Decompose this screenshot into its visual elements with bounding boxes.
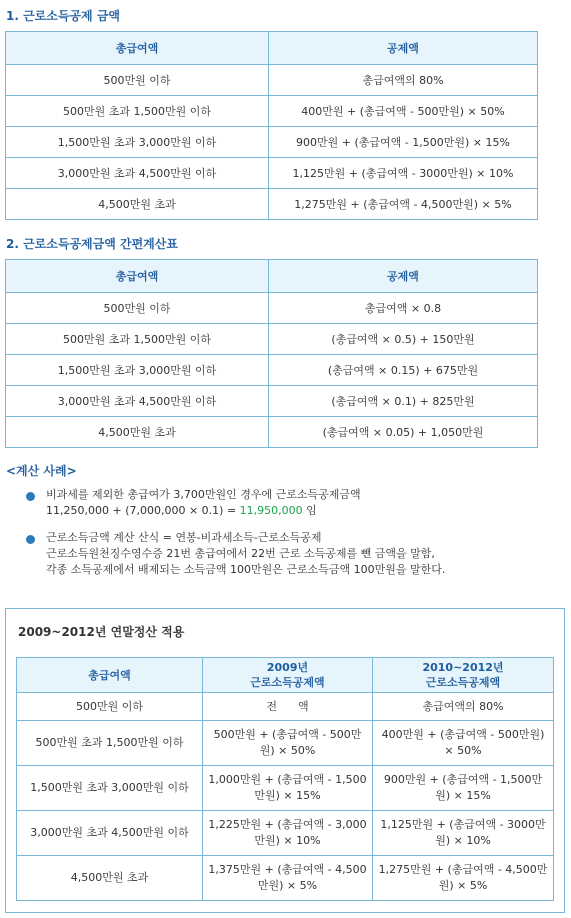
table-cell: (총급여액 × 0.15) + 675만원 [269, 355, 538, 386]
section2-title: 2. 근로소득공제금액 간편계산표 [6, 237, 178, 251]
table-row [6, 355, 538, 386]
table-cell: 1,275만원 + (총급여액 - 4,500만원) × 5% [269, 189, 538, 220]
column-header [203, 658, 373, 693]
table-cell: 900만원 + (총급여액 - 1,500만원) × 15% [373, 766, 554, 811]
table-row [6, 386, 538, 417]
table-cell: 3,000만원 초과 4,500만원 이하 [6, 386, 269, 417]
example-line: 비과세를 제외한 총급여가 3,700만원인 경우에 근로소득공제금액 [46, 488, 361, 501]
table-cell: 총급여액 × 0.8 [269, 293, 538, 324]
table-header-row [6, 260, 538, 293]
table-row [6, 324, 538, 355]
table-cell: 500만원 이하 [17, 693, 203, 721]
header-line: 근로소득공제액 [425, 676, 501, 689]
column-header: 공제액 [269, 260, 538, 293]
column-header: 총급여액 [17, 658, 203, 693]
table-cell: 1,000만원 + (총급여액 - 1,500만원) × 15% [203, 766, 373, 811]
table-cell: 4,500만원 초과 [6, 417, 269, 448]
table-cell: 1,125만원 + (총급여액 - 3000만원) × 10% [269, 158, 538, 189]
table-cell: 1,500만원 초과 3,000만원 이하 [17, 766, 203, 811]
comparison-table [16, 657, 554, 901]
table-cell: (총급여액 × 0.1) + 825만원 [269, 386, 538, 417]
table-cell: 3,000만원 초과 4,500만원 이하 [6, 158, 269, 189]
example-line: 각종 소득공제에서 배제되는 소득금액 100만원은 근로소득금액 100만원을 말한다. [46, 563, 446, 576]
table-cell: 1,225만원 + (총급여액 - 3,000만원) × 10% [203, 811, 373, 856]
table-row [6, 96, 538, 127]
table-cell: 총급여액의 80% [373, 693, 554, 721]
table-row [17, 721, 554, 766]
table-cell: 4,500만원 초과 [17, 856, 203, 901]
header-line: 2010~2012년 [422, 661, 504, 674]
example-item-1 [46, 487, 361, 519]
table-cell: 전 액 [203, 693, 373, 721]
table-row [6, 127, 538, 158]
table-row [6, 417, 538, 448]
table-cell: 500만원 이하 [6, 65, 269, 96]
table-cell: 3,000만원 초과 4,500만원 이하 [17, 811, 203, 856]
table-cell: (총급여액 × 0.05) + 1,050만원 [269, 417, 538, 448]
example-title: <계산 사례> [6, 464, 77, 478]
table-cell: 1,375만원 + (총급여액 - 4,500만원) × 5% [203, 856, 373, 901]
table-row [17, 766, 554, 811]
result-value: 11,950,000 [239, 504, 303, 517]
header-line: 2009년 [266, 661, 309, 674]
table-cell: 500만원 초과 1,500만원 이하 [6, 96, 269, 127]
table-row [17, 811, 554, 856]
box-title: 2009~2012년 연말정산 적용 [18, 625, 185, 639]
table-cell: 400만원 + (총급여액 - 500만원) × 50% [373, 721, 554, 766]
table-cell: 400만원 + (총급여액 - 500만원) × 50% [269, 96, 538, 127]
section1-title: 1. 근로소득공제 금액 [6, 9, 121, 23]
bullet-icon [26, 492, 35, 501]
column-header [373, 658, 554, 693]
table-cell: (총급여액 × 0.5) + 150만원 [269, 324, 538, 355]
deduction-table [5, 31, 538, 220]
example-line: 근로소득원천징수영수증 21번 총급여에서 22번 근로 소득공제를 뺀 금액을 말함, [46, 547, 435, 560]
table-row [17, 856, 554, 901]
table-row [6, 293, 538, 324]
table-cell: 500만원 초과 1,500만원 이하 [17, 721, 203, 766]
example-item-2 [46, 530, 445, 578]
table-cell: 500만원 초과 1,500만원 이하 [6, 324, 269, 355]
table-cell: 500만원 이하 [6, 293, 269, 324]
table-header-row [6, 32, 538, 65]
header-line: 근로소득공제액 [250, 676, 325, 689]
table-row [6, 158, 538, 189]
table-row [6, 65, 538, 96]
table-row [17, 693, 554, 721]
example-line [46, 503, 361, 519]
formula-text: 11,250,000 + (7,000,000 × 0.1) = [46, 504, 240, 517]
year-end-settlement-box [5, 608, 565, 913]
column-header: 총급여액 [6, 32, 269, 65]
column-header: 총급여액 [6, 260, 269, 293]
column-header: 공제액 [269, 32, 538, 65]
table-header-row [17, 658, 554, 693]
table-cell: 500만원 + (총급여액 - 500만원) × 50% [203, 721, 373, 766]
table-cell: 4,500만원 초과 [6, 189, 269, 220]
table-cell: 총급여액의 80% [269, 65, 538, 96]
quick-calc-table [5, 259, 538, 448]
table-cell: 1,125만원 + (총급여액 - 3000만원) × 10% [373, 811, 554, 856]
table-cell: 900만원 + (총급여액 - 1,500만원) × 15% [269, 127, 538, 158]
example-line: 근로소득금액 계산 산식 = 연봉-비과세소득-근로소득공제 [46, 531, 322, 544]
table-cell: 1,500만원 초과 3,000만원 이하 [6, 355, 269, 386]
table-row [6, 189, 538, 220]
table-cell: 1,500만원 초과 3,000만원 이하 [6, 127, 269, 158]
table-cell: 1,275만원 + (총급여액 - 4,500만원) × 5% [373, 856, 554, 901]
formula-suffix: 임 [302, 504, 317, 517]
bullet-icon [26, 535, 35, 544]
